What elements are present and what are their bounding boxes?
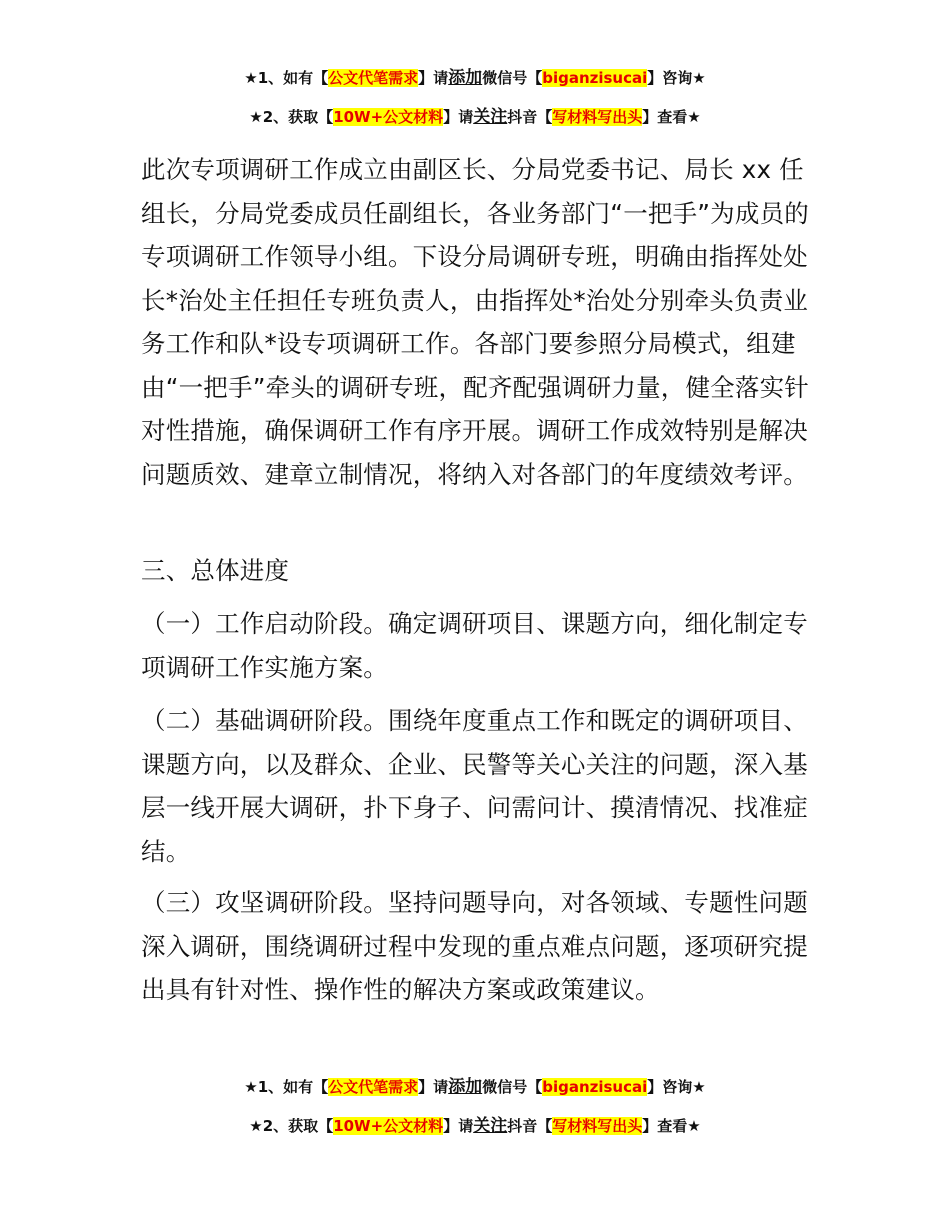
header-promo-line-2 — [0, 106, 950, 128]
promo-text: 】咨询★ — [647, 1078, 706, 1096]
promo-text: ★2、获取【 — [249, 108, 334, 126]
paragraph-stage-1: （一）工作启动阶段。确定调研项目、课题方向，细化制定专项调研工作实施方案。 — [141, 609, 808, 682]
promo-text: 】咨询★ — [647, 69, 706, 87]
promo-douyin-id: 写材料写出头 — [552, 1117, 643, 1135]
footer-promo-line-2 — [0, 1115, 950, 1137]
promo-text: 抖音【 — [507, 108, 553, 126]
header-promo-line-1 — [0, 67, 950, 89]
promo-highlight: 10W+公文材料 — [333, 1117, 444, 1135]
promo-douyin-id: 写材料写出头 — [552, 108, 643, 126]
promo-underlined: 添加 — [448, 68, 483, 88]
promo-text: 微信号【 — [482, 69, 543, 87]
paragraph-stage-2: （二）基础调研阶段。围绕年度重点工作和既定的调研项目、课题方向，以及群众、企业、民警等关心关注的问题，深入基层一线开展大调研，扑下身子、问需问计、摸清情况、找准症结。 — [141, 706, 808, 866]
promo-highlight: 公文代笔需求 — [328, 69, 419, 87]
promo-text: 抖音【 — [507, 1117, 553, 1135]
promo-underlined: 关注 — [473, 107, 508, 127]
promo-text: ★2、获取【 — [249, 1117, 334, 1135]
promo-text: ★1、如有【 — [244, 69, 329, 87]
promo-highlight: 公文代笔需求 — [328, 1078, 419, 1096]
paragraph-leadership: 此次专项调研工作成立由副区长、分局党委书记、局长 xx 任组长，分局党委成员任副组长，各业务部门“一把手”为成员的专项调研工作领导小组。下设分局调研专班，明确由指挥处处长*治处主任担任专班负责人，由指挥处*治处分别牵头负责业务工作和队*设专项调研工作。各部门要参照分局模式，组建由“一把手”牵头的调研专班，配齐配强调研力量，健全落实针对性措施，确保调研工作有序开展。调研工作成效特别是解决问题质效、建章立制情况，将纳入对各部门的年度绩效考评。 — [141, 155, 809, 489]
promo-underlined: 添加 — [448, 1077, 483, 1097]
promo-text: 】请 — [418, 1078, 449, 1096]
promo-text: 】请 — [443, 1117, 474, 1135]
promo-wechat-id: biganzisucai — [542, 1078, 648, 1096]
section-heading-progress: 三、总体进度 — [141, 556, 290, 585]
promo-text: 】查看★ — [642, 108, 701, 126]
footer-promo-line-1 — [0, 1076, 950, 1098]
promo-underlined: 关注 — [473, 1116, 508, 1136]
promo-text: 】查看★ — [642, 1117, 701, 1135]
promo-text: 】请 — [418, 69, 449, 87]
promo-highlight: 10W+公文材料 — [333, 108, 444, 126]
promo-text: ★1、如有【 — [244, 1078, 329, 1096]
promo-text: 】请 — [443, 108, 474, 126]
promo-text: 微信号【 — [482, 1078, 543, 1096]
paragraph-stage-3: （三）攻坚调研阶段。坚持问题导向，对各领域、专题性问题深入调研，围绕调研过程中发现的重点难点问题，逐项研究提出具有针对性、操作性的解决方案或政策建议。 — [141, 888, 808, 1004]
promo-wechat-id: biganzisucai — [542, 69, 648, 87]
